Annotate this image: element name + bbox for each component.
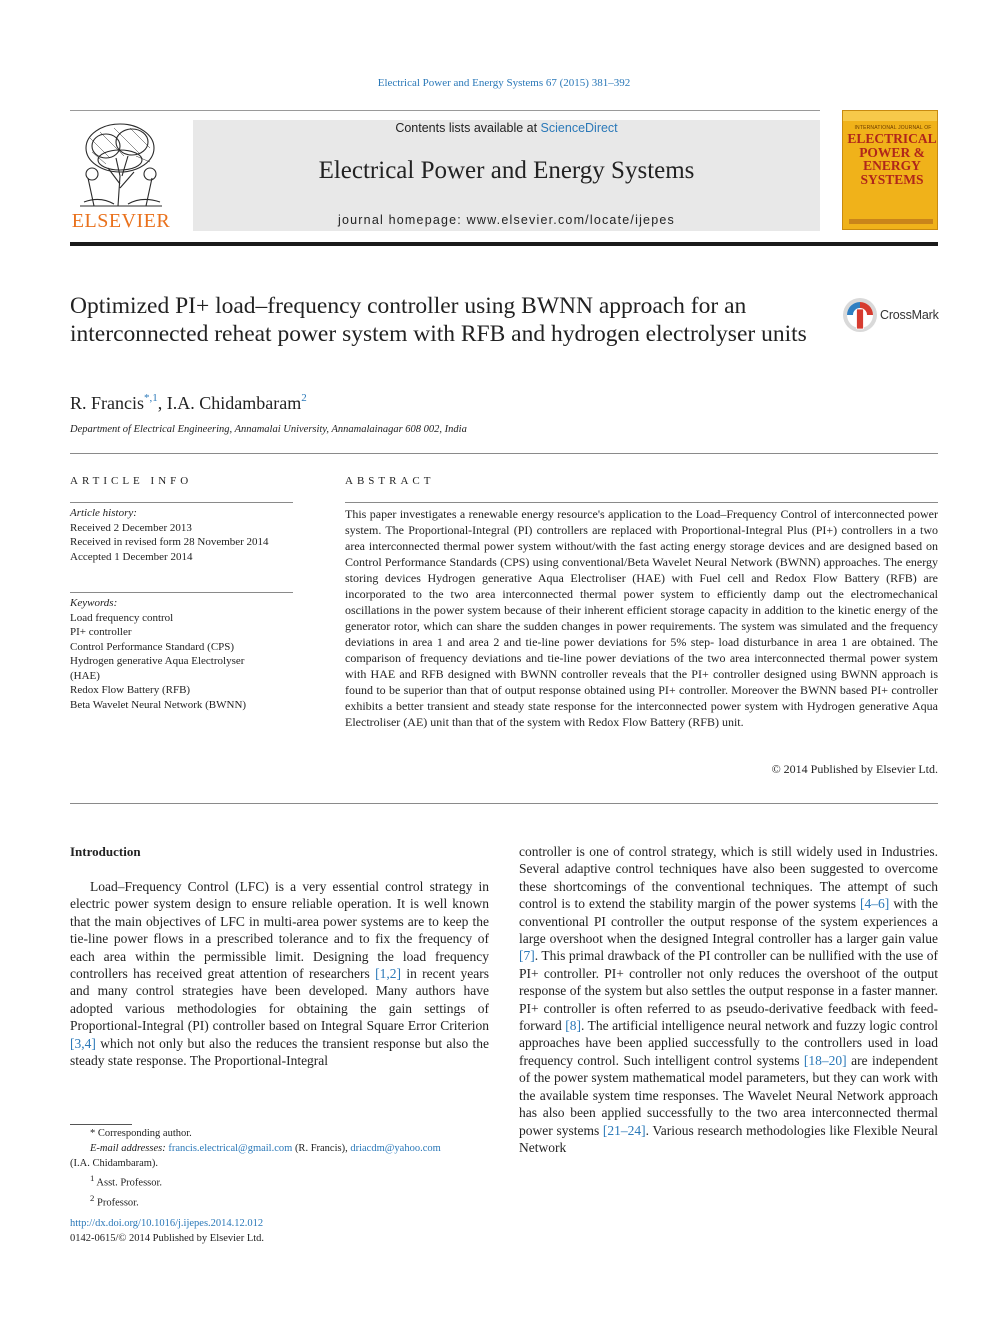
keyword: Beta Wavelet Neural Network (BWNN) xyxy=(70,698,247,711)
article-history xyxy=(70,506,300,564)
journal-homepage[interactable]: journal homepage: www.elsevier.com/locate/ijepes xyxy=(338,213,675,227)
doi-link[interactable]: http://dx.doi.org/10.1016/j.ijepes.2014.12.012 xyxy=(70,1218,264,1229)
journal-name: Electrical Power and Energy Systems xyxy=(318,157,695,184)
author-francis[interactable]: R. Francis xyxy=(70,393,144,413)
cover-top-strip xyxy=(843,111,938,121)
cover-title: ELECTRICAL POWER & ENERGY SYSTEMS xyxy=(847,131,937,187)
footnote-rule xyxy=(70,1124,132,1125)
footnotes xyxy=(70,1126,489,1210)
author-chidambaram[interactable]: I.A. Chidambaram xyxy=(166,393,302,413)
header-divider xyxy=(70,110,820,111)
affiliation-divider xyxy=(70,453,938,454)
accepted-date: Accepted 1 December 2014 xyxy=(70,550,193,563)
contents-line xyxy=(193,121,820,135)
intro-text: are independent of the power system mathematical model parameters, but they can work with the available system time responses. The Wavelet Neural Network approach has also been applied successfully to the two area interconnected thermal power systems xyxy=(519,1052,938,1138)
revised-date: Received in revised form 28 November 2014 xyxy=(70,536,269,548)
intro-text: in recent years and many control strategies have been developed. Many authors have adopted various methodologies for obtaining the gain settings of Proportional-Integral (PI) controller based on Integral Square Error Criterion xyxy=(70,966,489,1034)
keyword: PI+ controller xyxy=(70,626,132,638)
author-separator: , xyxy=(157,393,167,413)
citation-link[interactable]: [4–6] xyxy=(860,896,890,912)
cover-footer-bar xyxy=(849,219,933,224)
contents-prefix: Contents lists available at xyxy=(395,121,541,135)
received-date: Received 2 December 2013 xyxy=(70,521,192,534)
keywords-block xyxy=(70,596,300,712)
history-label: Article history: xyxy=(70,507,137,519)
header-thick-rule xyxy=(70,242,938,246)
keywords-rule xyxy=(70,592,293,593)
email-link-chidambaram[interactable]: driacdm@yahoo.com xyxy=(350,1143,441,1154)
citation-link[interactable]: [1,2] xyxy=(375,966,401,982)
elsevier-wordmark: ELSEVIER xyxy=(71,210,171,232)
introduction-left-column xyxy=(70,878,489,1069)
footnote-mark: 1 xyxy=(90,1173,95,1183)
citation-link[interactable]: [3,4] xyxy=(70,1035,96,1051)
footnote-emails xyxy=(70,1141,489,1156)
footnote-mark: * xyxy=(90,1128,96,1139)
author-list xyxy=(70,392,307,414)
citation-link[interactable]: [18–20] xyxy=(803,1052,847,1068)
crossmark-icon[interactable] xyxy=(842,297,878,333)
intro-text: with the conventional PI controller the output response of the system experiences a large overshoot when the designed Integral controller has a larger gain value xyxy=(519,896,938,947)
intro-text: . This primal drawback of the PI controller can be nullified with the use of PI+ controller. PI+ controller not only reduces the overshoot of the output response of the system but also settles the output response in a faster manner. PI+ controller is often referred to as pseudo-derivative feedback with feed-forward xyxy=(519,948,938,1034)
author-chidambaram-mark[interactable]: 2 xyxy=(301,392,307,404)
intro-text: . The artificial intelligence neural network and fuzzy logic control approaches have been applied successfully to the controllers used in load frequency control. Such intelligent control systems xyxy=(519,1018,938,1068)
keyword: Hydrogen generative Aqua Electrolyser xyxy=(70,655,245,667)
keyword: (HAE) xyxy=(70,669,100,682)
citation-link[interactable]: [7] xyxy=(519,948,535,964)
author-francis-marks[interactable]: *,1 xyxy=(144,392,158,404)
footnote-mark: 2 xyxy=(90,1192,95,1203)
abstract-copyright: © 2014 Published by Elsevier Ltd. xyxy=(771,762,938,776)
footnote-1 xyxy=(70,1171,489,1191)
footnote-corresponding xyxy=(70,1126,489,1141)
issn-line: 0142-0615/© 2014 Published by Elsevier Ltd. xyxy=(70,1233,265,1244)
sciencedirect-link[interactable]: ScienceDirect xyxy=(540,121,618,135)
affiliation: Department of Electrical Engineering, Annamalai University, Annamalainagar 608 002, India xyxy=(70,424,467,435)
intro-text: Load–Frequency Control (LFC) is a very essential control strategy in electric power system design to ensure reliable operation. It is well known that the main objectives of LFC in multi-area power systems are to keep the tie-line power flows in a prescribed tolerance and to fix the frequency of each area within the permissible limit. Designing the load frequency controllers has received great attention of researchers xyxy=(70,879,489,982)
article-info-rule xyxy=(70,502,293,503)
email-owner-line: (I.A. Chidambaram). xyxy=(70,1158,159,1169)
intro-text: . Various research methodologies like Flexible Neural Network xyxy=(519,1122,938,1155)
intro-text: controller is one of control strategy, which is still widely used in Industries. Several adaptive control techniques have also been suggested to overcome these shortcomings of the conventional techniques. The attempt of such control is to extend the stability margin of the power systems xyxy=(519,844,938,912)
footnote-text: Professor. xyxy=(97,1197,139,1208)
keyword: Load frequency control xyxy=(70,611,174,624)
journal-cover-thumbnail[interactable] xyxy=(842,110,938,230)
abstract-end-rule xyxy=(70,803,938,804)
email-link-francis[interactable]: francis.electrical@gmail.com xyxy=(168,1143,293,1154)
article-title: Optimized PI+ load–frequency controller using BWNN approach for an interconnected reheat power system with RFB and hydrogen electrolyser units xyxy=(70,293,807,347)
introduction-heading: Introduction xyxy=(70,844,141,859)
email-label: E-mail addresses: xyxy=(90,1143,166,1154)
crossmark-label[interactable]: CrossMark xyxy=(880,308,939,322)
abstract-heading: ABSTRACT xyxy=(345,475,435,487)
citation-link[interactable]: [8] xyxy=(565,1018,581,1034)
keyword: Redox Flow Battery (RFB) xyxy=(70,684,191,696)
abstract-text: This paper investigates a renewable energy resource's application to the Load–Frequency Control of interconnected power system. The Proportional-Integral (PI) controllers are replaced with Proportional-Integral Plus (PI+) controllers in a two area interconnected thermal power system without/with the fast acting energy storage devices and are designed based on Control Performance Standards (CPS) using conventional/Beta Wavelet Neural Network (BWNN) approaches. The energy storing devices Hydrogen generative Aqua Electroliser (HAE) with Fuel cell and Redox Flow Battery (RFB) are incorporated to the two area interconnected thermal power system to efficiently damp out the electromechanical oscillations in the power system because of their inherent efficient storage capacity in addition to the kinetic energy of the generator rotor, which can share the sudden changes in power requirements. The system was simulated and the frequency deviations in area 1 and area 2 and tie-line power deviations for 5% step- load disturbance in area 1 are obtained. The comparison of frequency deviations and tie-line power deviations of the two area interconnected thermal power system with HAE and RFB designed with BWNN controller reveals that the PI+ controller designed using BWNN approach is found to be superior than that of output response obtained using PI+ controller. Moreover the BWNN based PI+ controller exhibits a better transient and steady state response for the interconnected power system with Hydrogen generative Aqua Electroliser (AE) unit than that of the system with Redox Flow Battery (RFB) unit. xyxy=(345,507,938,729)
abstract-rule xyxy=(345,502,938,503)
email-owner: (R. Francis), xyxy=(292,1143,351,1154)
keyword: Control Performance Standard (CPS) xyxy=(70,640,235,653)
keywords-label: Keywords: xyxy=(70,597,118,609)
journal-citation[interactable]: Electrical Power and Energy Systems 67 (2015) 381–392 xyxy=(377,77,631,89)
article-info-heading: ARTICLE INFO xyxy=(70,475,193,487)
cover-subtitle: INTERNATIONAL JOURNAL OF xyxy=(854,125,932,131)
footnote-text: Asst. Professor. xyxy=(96,1177,163,1189)
citation-link[interactable]: [21–24] xyxy=(602,1122,646,1138)
doi-block xyxy=(70,1216,264,1246)
footnote-text: Corresponding author. xyxy=(97,1128,192,1139)
introduction-right-column xyxy=(519,843,938,1156)
intro-text: which not only but also the reduces the transient response but also the steady state response. The Proportional-Integral xyxy=(70,1035,489,1069)
footnote-2 xyxy=(70,1191,489,1211)
